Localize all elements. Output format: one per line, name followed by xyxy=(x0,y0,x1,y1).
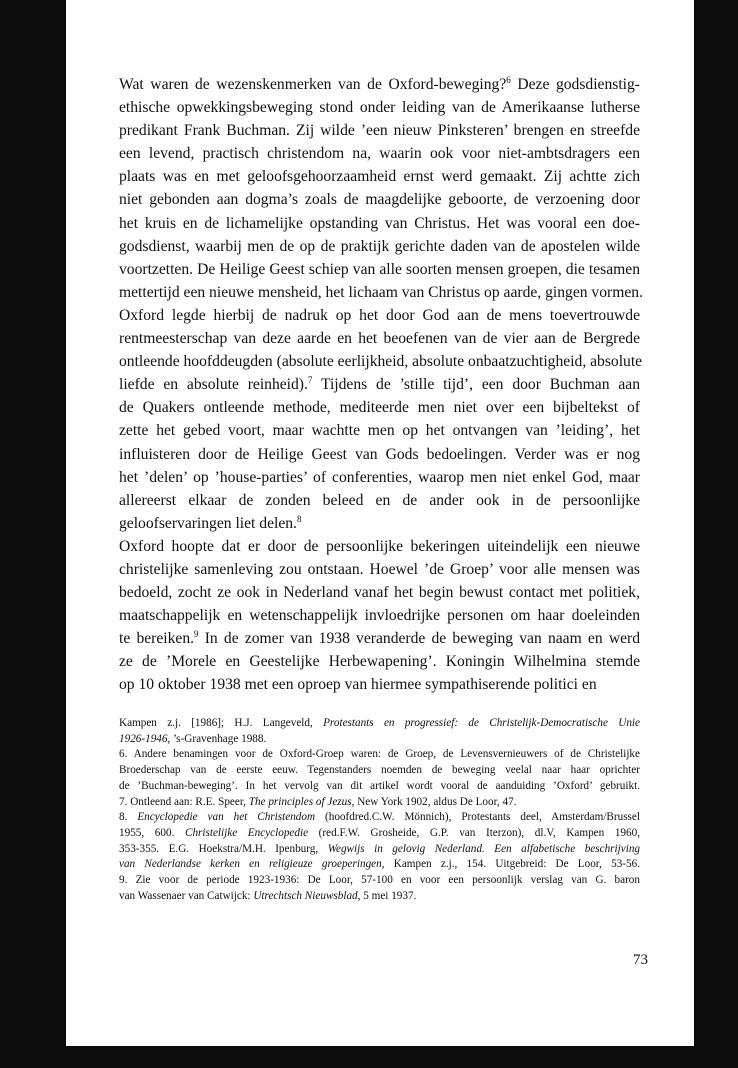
text-line xyxy=(119,535,640,558)
footnote-segment: de ’Buchman-beweging’. In het vervolg van dit artikel wordt vooral de aanduiding ’Oxford’ gebruikt. xyxy=(119,779,640,792)
footnote-segment: , New York 1902, aldus De Loor, 47. xyxy=(351,795,517,808)
text-line xyxy=(119,188,640,211)
text-segment: geloofservaringen liet delen. xyxy=(119,514,297,532)
footnote-line xyxy=(119,842,640,858)
page-number: 73 xyxy=(633,952,648,968)
text-segment: bedoeld, zocht ze ook in Nederland vanaf het begin bewust contact met politiek, xyxy=(119,584,640,602)
text-line xyxy=(119,627,640,650)
footnote-reference: 8 xyxy=(296,513,302,524)
citation-title: Wegwijs in gelovig Nederland. Een alfabetische beschrijving xyxy=(327,842,641,855)
footnote-segment: , Kampen z.j., 154. Uitgebreid: De Loor, 53-56. xyxy=(381,858,640,871)
text-segment: Wat waren de wezenskenmerken van de Oxford-beweging? xyxy=(119,76,507,93)
citation-title: van Nederlandse kerken en religieuze groeperingen xyxy=(119,858,382,871)
text-line xyxy=(119,373,640,396)
text-line xyxy=(119,466,640,489)
footnote-segment: (red.F.W. Grosheide, G.P. van Iterzon), dl.V, Kampen 1960, xyxy=(308,826,641,839)
footnote-line xyxy=(119,826,640,842)
footnote-line xyxy=(119,873,640,889)
footnote-segment: 7. Ontleend aan: R.E. Speer, xyxy=(119,795,249,808)
text-segment: rentmeesterschap van deze aarde en het beoefenen van de vier aan de Bergrede xyxy=(119,330,640,348)
text-segment: een levend, practisch christendom na, waarin ook voor niet-ambtsdragers een xyxy=(119,145,640,163)
footnote-segment: , 5 mei 1937. xyxy=(357,889,417,902)
text-segment: influisteren door de Heilige Geest van Gods bedoelingen. Verder was er nog xyxy=(119,445,640,463)
text-line xyxy=(119,142,640,165)
text-segment: de Quakers ontleende methode, mediteerde men niet over een bijbeltekst of xyxy=(119,399,640,417)
text-segment: ontleende hoofddeugden (absolute eerlijkheid, absolute onbaatzuchtigheid, absolute xyxy=(119,353,643,371)
text-segment: het kruis en de lichamelijke opstanding van Christus. Het was vooral een doe- xyxy=(119,214,640,232)
text-line xyxy=(119,327,640,350)
footnotes xyxy=(119,716,640,904)
text-segment: ethische opwekkingsbeweging stond onder leiding van de Amerikaanse lutherse xyxy=(119,99,640,117)
scan-border-left xyxy=(0,0,66,1068)
footnote-segment: 6. Andere benamingen voor de Oxford-Groep waren: de Groep, de Levensvernieuwers of de Christelijke xyxy=(119,748,640,761)
text-segment: zette het gebed voort, maar wachtte men op het ontvangen van ’leiding’, het xyxy=(119,422,640,440)
footnote-segment: 1955, 600. xyxy=(119,826,185,839)
text-segment: In de zomer van 1938 veranderde de beweging van naam en werd xyxy=(198,630,640,648)
text-segment: maatschappelijk en wetenschappelijk invloedrijke personen om haar doeleinden xyxy=(119,607,640,625)
scan-border-right xyxy=(694,0,738,1068)
footnote-segment: Broederschap van de eerste eeuw. Tegenstanders noemden de beweging veelal naar haar oprichter xyxy=(119,764,640,777)
citation-title: Christelijke Encyclopedie xyxy=(184,826,309,839)
citation-title: Encyclopedie van het Christendom xyxy=(137,811,316,824)
footnote-line xyxy=(119,889,640,905)
text-line xyxy=(119,558,640,581)
footnote-segment: Kampen z.j. [1986]; H.J. Langeveld, xyxy=(119,717,324,729)
scan-border-bottom xyxy=(0,1046,738,1068)
text-line xyxy=(119,235,640,258)
text-line xyxy=(119,212,640,235)
text-segment: Deze godsdienstig- xyxy=(510,76,640,93)
footnote-line xyxy=(119,732,640,748)
text-line xyxy=(119,396,640,419)
footnote-reference: 6 xyxy=(506,75,511,85)
footnote-segment: 353-355. E.G. Hoekstra/M.H. Ipenburg, xyxy=(119,842,328,855)
text-segment: voortzetten. De Heilige Geest schiep van alle soorten mensen groepen, die tesamen xyxy=(119,260,640,278)
text-segment: predikant Frank Buchman. Zij wilde ’een nieuw Pinksteren’ brengen en streefde xyxy=(119,122,640,140)
footnote-segment: van Wassenaer van Catwijck: xyxy=(119,889,254,902)
text-line xyxy=(119,304,640,327)
citation-title: 1926-1946 xyxy=(119,732,168,745)
text-segment: Oxford legde hierbij de nadruk op het door God aan de mens toevertrouwde xyxy=(119,306,640,324)
text-segment: liefde en absolute reinheid). xyxy=(119,376,308,394)
document-page xyxy=(66,0,694,1046)
footnote-line xyxy=(119,857,640,873)
citation-title: Utrechtsch Nieuwsblad xyxy=(253,889,358,902)
text-line xyxy=(119,604,640,627)
footnote-segment: 8. xyxy=(119,811,138,824)
footnote-line xyxy=(119,763,640,779)
text-segment: te bereiken. xyxy=(119,630,195,648)
text-line xyxy=(119,73,640,96)
footnote-line xyxy=(119,810,640,826)
text-line xyxy=(119,419,640,442)
footnote-line xyxy=(119,779,640,795)
text-line xyxy=(119,96,640,119)
text-line xyxy=(119,281,643,304)
text-segment: mettertijd een nieuwe mensheid, het lichaam van Christus op aarde, gingen vormen. xyxy=(119,283,643,301)
text-segment: op 10 oktober 1938 met een oproep van hiermee sympathiserende politici en xyxy=(119,676,597,694)
text-segment: ze de ’Morele en Geestelijke Herbewapening’. Koningin Wilhelmina stemde xyxy=(119,653,640,671)
footnote-segment: 9. Zie voor de periode 1923-1936: De Loor, 57-100 en voor een persoonlijk verslag van G. baron xyxy=(119,874,640,887)
text-line xyxy=(119,350,643,373)
citation-title: The principles of Jezus xyxy=(248,795,352,808)
text-line xyxy=(119,165,640,188)
text-segment: allereerst elkaar de zonden beleed en de ander ook in de persoonlijke xyxy=(119,491,640,509)
text-line xyxy=(119,258,640,281)
text-line xyxy=(119,489,640,512)
text-line xyxy=(119,673,640,696)
text-line xyxy=(119,119,640,142)
footnote-reference: 9 xyxy=(194,629,199,640)
text-line xyxy=(119,443,640,466)
text-segment: christelijke samenleving zou ontstaan. Hoewel ’de Groep’ voor alle mensen was xyxy=(119,560,640,578)
footnote-line xyxy=(119,747,640,763)
text-line xyxy=(119,512,640,535)
text-line xyxy=(119,650,640,673)
footnote-line xyxy=(119,716,640,732)
footnote-segment: , ’s-Gravenhage 1988. xyxy=(167,732,267,745)
citation-title: Protestants en progressief: de Christelijk-Democratische Unie xyxy=(323,717,640,729)
footnote-line xyxy=(119,795,640,811)
text-segment: het ’delen’ op ’house-parties’ of conferenties, waarop men niet enkel God, maar xyxy=(119,468,640,486)
footnote-segment: (hoofdred.C.W. Mönnich), Protestants deel, Amsterdam/Brussel xyxy=(315,811,640,824)
main-text xyxy=(119,73,643,697)
text-line xyxy=(119,581,640,604)
text-segment: godsdienst, waarbij men de op de praktijk gerichte daden van de apostelen wilde xyxy=(119,237,640,255)
text-segment: Tijdens de ’stille tijd’, een door Buchman aan xyxy=(312,376,640,394)
text-segment: Oxford hoopte dat er door de persoonlijke bekeringen uiteindelijk een nieuwe xyxy=(119,537,640,555)
text-segment: niet gebonden aan dogma’s zoals de maagdelijke geboorte, de verzoening door xyxy=(119,191,640,209)
footnote-reference: 7 xyxy=(307,375,313,386)
text-segment: plaats was en met geloofsgehoorzaamheid ernst werd gemaakt. Zij achtte zich xyxy=(119,168,640,186)
